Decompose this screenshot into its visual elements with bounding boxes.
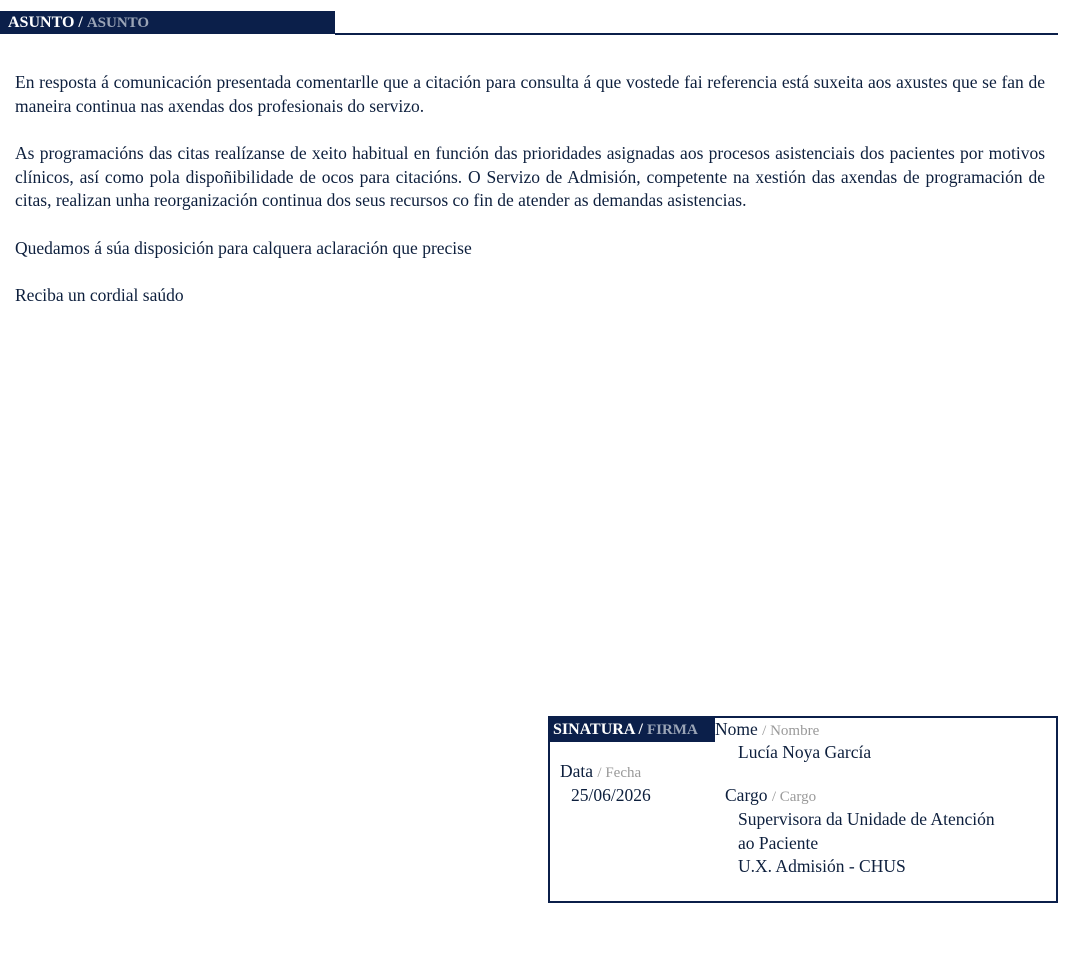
name-label-secondary: / Nombre bbox=[762, 723, 820, 739]
body-paragraph: Reciba un cordial saúdo bbox=[15, 285, 184, 305]
body-paragraph: Quedamos á súa disposición para calquera aclaración que precise bbox=[15, 237, 472, 258]
subject-divider bbox=[335, 33, 1058, 35]
signature-label bbox=[550, 718, 715, 742]
signature-date: 25/06/2026 bbox=[571, 785, 651, 805]
position-line: U.X. Admisión - CHUS bbox=[738, 856, 906, 876]
date-label bbox=[560, 761, 641, 782]
position-label-primary: Cargo bbox=[725, 785, 768, 805]
body-paragraph: En resposta á comunicación presentada comentarlle que a citación para consulta á que vostede fai referencia está suxeita aos axustes que se fan de maneira continua nas axendas dos profesionais do servizo. bbox=[15, 72, 1045, 116]
position-label-secondary: / Cargo bbox=[771, 789, 817, 805]
body-paragraph: As programacións das citas realízanse de xeito habitual en función das prioridades asignadas aos procesos asistenciais dos pacientes por motivos clínicos, así como pola dispoñibilidade de ocos para citacións. O Servizo de Admisión, competente na xestión das axendas de programación de citas, realizan unha reorganización continua dos seus recursos co fin de atender as demandas asistencias. bbox=[15, 143, 1045, 210]
signature-box bbox=[548, 716, 1058, 903]
subject-header bbox=[0, 11, 1058, 35]
name-label bbox=[715, 719, 819, 740]
date-label-secondary: / Fecha bbox=[597, 765, 642, 781]
subject-label bbox=[0, 11, 335, 34]
letter-body bbox=[15, 71, 1045, 332]
position-line: Supervisora da Unidade de Atención bbox=[738, 809, 995, 829]
subject-label-primary: ASUNTO / bbox=[8, 14, 83, 31]
position-value bbox=[738, 808, 995, 879]
position-line: ao Paciente bbox=[738, 832, 819, 853]
subject-label-secondary: ASUNTO bbox=[86, 15, 150, 31]
signer-name: Lucía Noya García bbox=[738, 742, 872, 762]
signature-label-primary: SINATURA / bbox=[553, 721, 643, 738]
position-label bbox=[725, 785, 816, 806]
signature-label-secondary: FIRMA bbox=[646, 722, 698, 738]
date-label-primary: Data bbox=[560, 761, 594, 781]
name-label-primary: Nome bbox=[715, 719, 758, 739]
